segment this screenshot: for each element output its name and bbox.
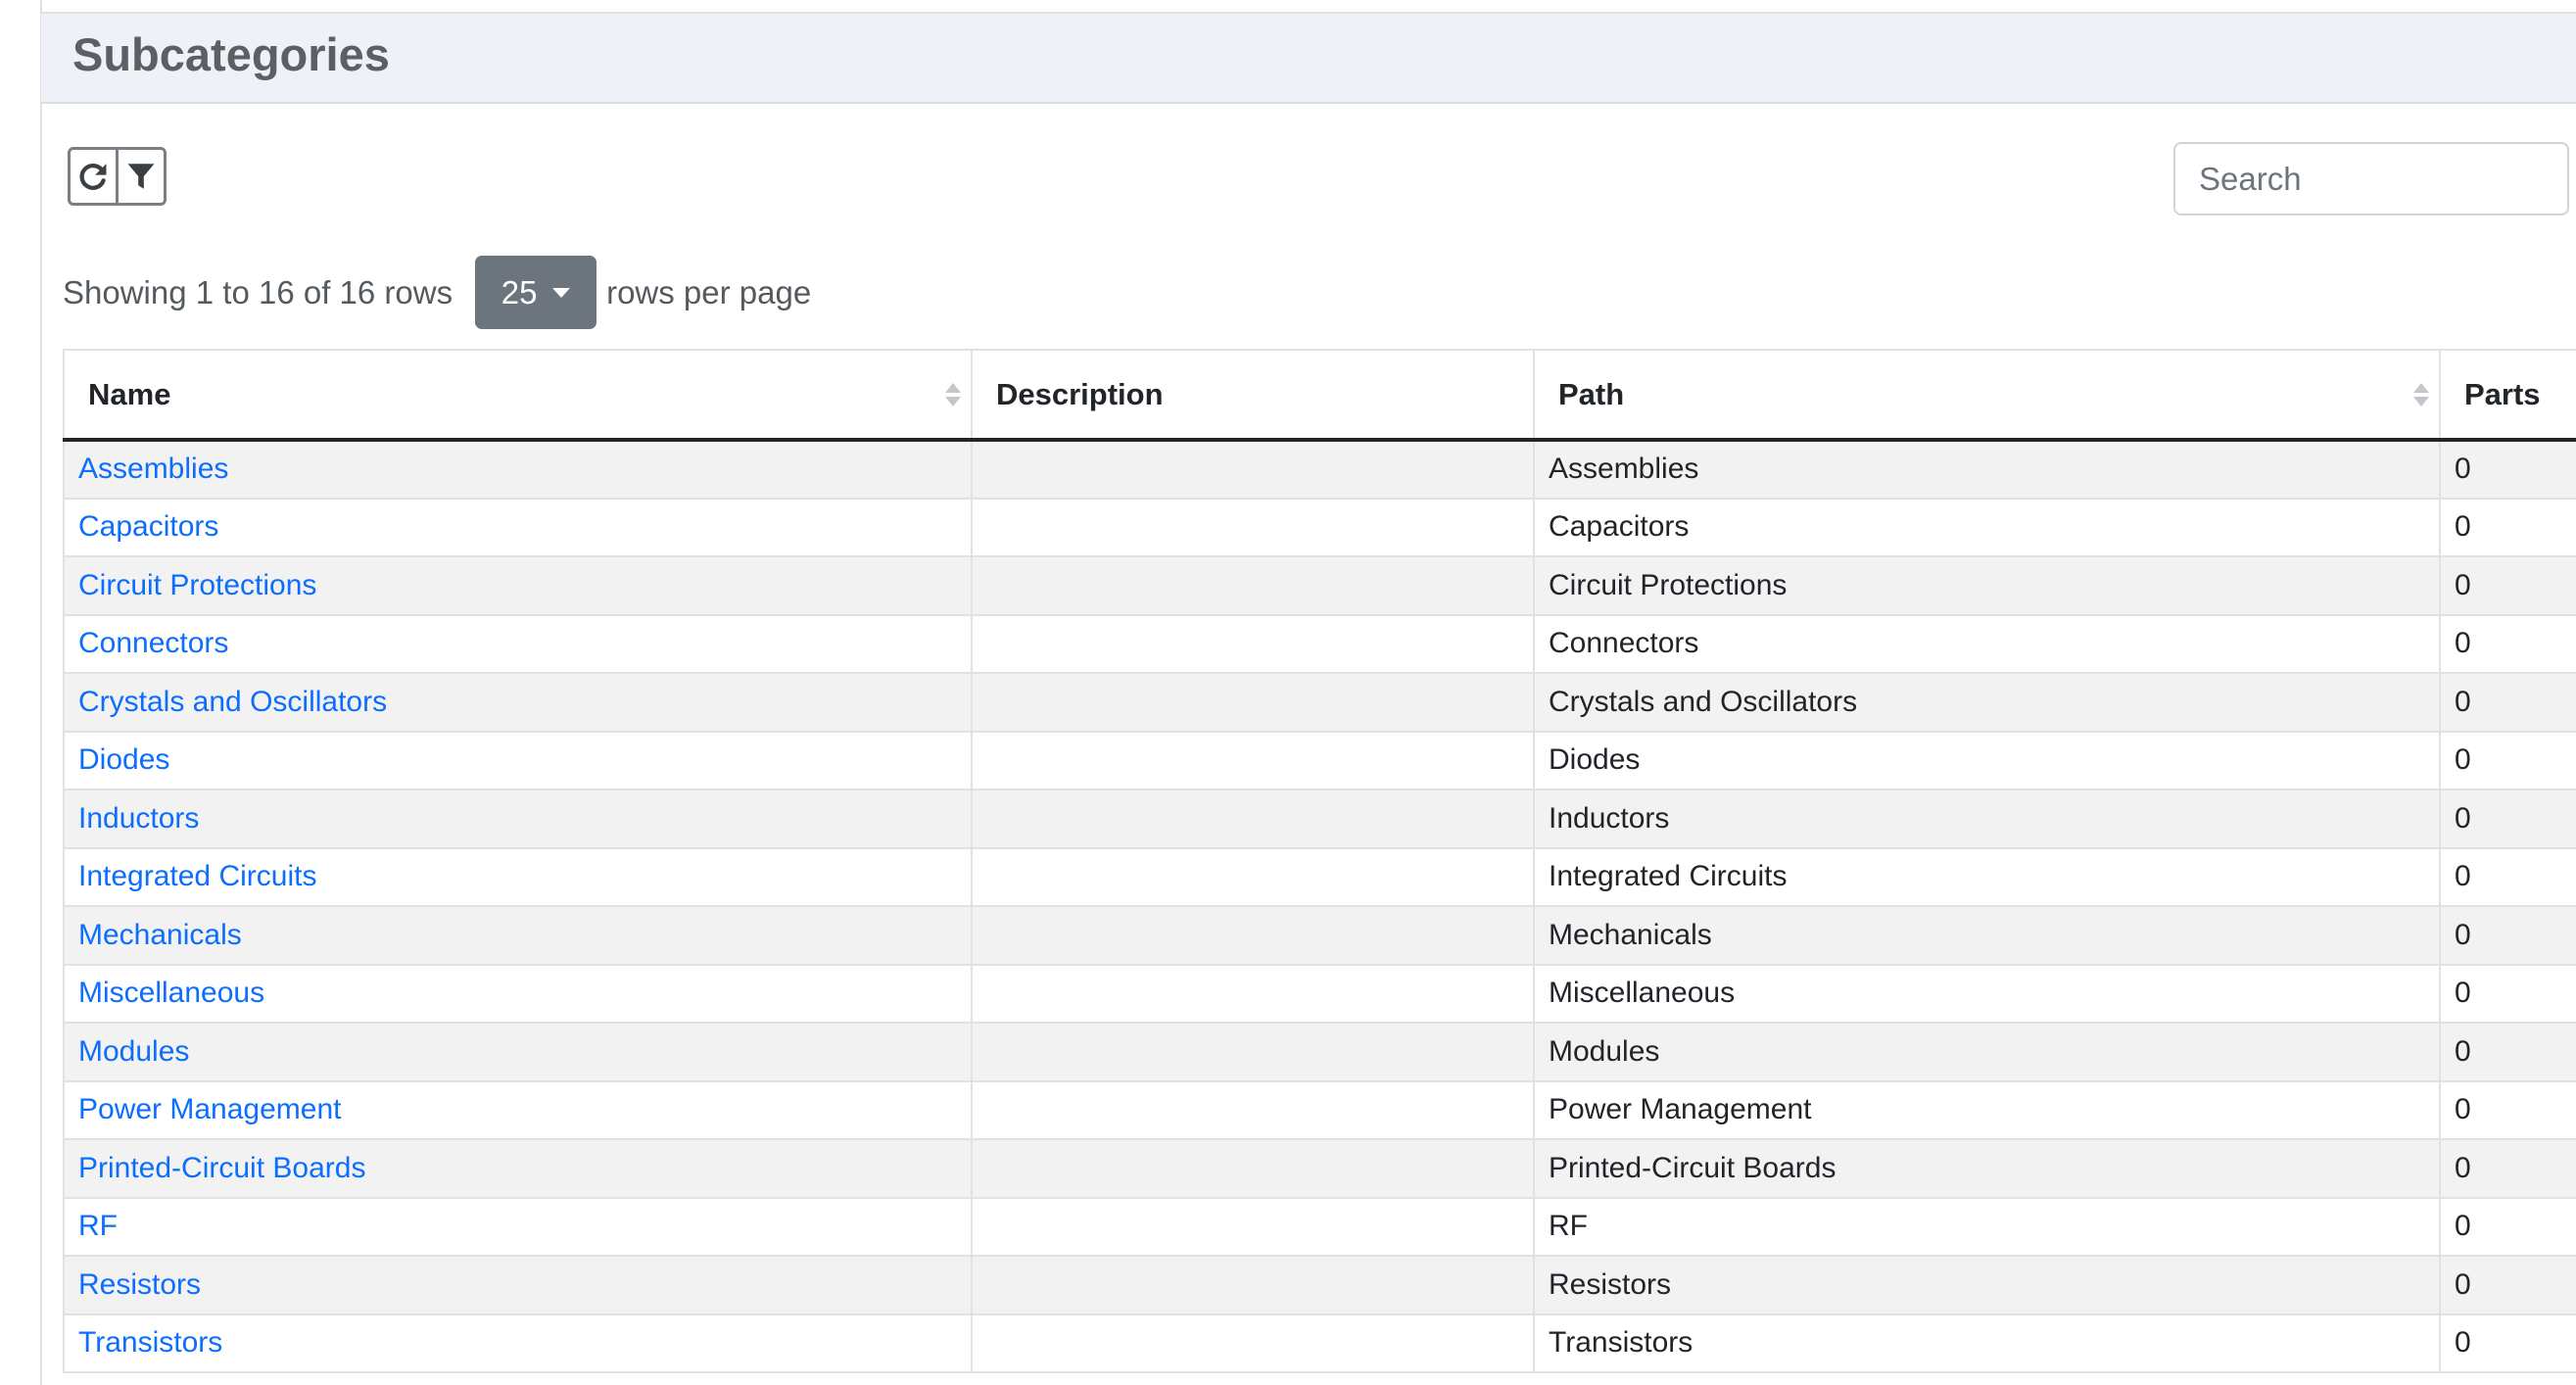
cell-name xyxy=(64,615,972,674)
filter-icon xyxy=(124,160,158,193)
cell-parts: 0 xyxy=(2440,1256,2576,1314)
cell-description xyxy=(972,1081,1534,1140)
cell-description xyxy=(972,732,1534,790)
cell-parts: 0 xyxy=(2440,1198,2576,1257)
table-row xyxy=(64,1256,2576,1314)
cell-parts: 0 xyxy=(2440,615,2576,674)
column-header-parts[interactable] xyxy=(2440,350,2576,440)
cell-name xyxy=(64,848,972,907)
table-row xyxy=(64,673,2576,732)
cell-path: Diodes xyxy=(1534,732,2440,790)
cell-name xyxy=(64,1256,972,1314)
table-row xyxy=(64,556,2576,615)
cell-description xyxy=(972,499,1534,557)
cell-path: Power Management xyxy=(1534,1081,2440,1140)
table-row xyxy=(64,1139,2576,1198)
cell-path: Connectors xyxy=(1534,615,2440,674)
cell-parts: 0 xyxy=(2440,1023,2576,1081)
subcategories-table xyxy=(63,349,2576,1373)
card-header xyxy=(41,14,2576,104)
table-row xyxy=(64,732,2576,790)
cell-name xyxy=(64,1198,972,1257)
cell-name xyxy=(64,673,972,732)
page-title: Subcategories xyxy=(72,28,390,80)
sort-icon xyxy=(2413,383,2429,406)
pagination-summary: Showing 1 to 16 of 16 rows xyxy=(63,273,453,310)
table-row xyxy=(64,965,2576,1024)
subcategory-link[interactable]: Integrated Circuits xyxy=(78,860,317,893)
cell-path: Crystals and Oscillators xyxy=(1534,673,2440,732)
cell-name xyxy=(64,499,972,557)
filter-button[interactable] xyxy=(116,150,164,203)
subcategory-link[interactable]: Resistors xyxy=(78,1267,202,1301)
cell-name xyxy=(64,556,972,615)
cell-parts: 0 xyxy=(2440,848,2576,907)
cell-path: Resistors xyxy=(1534,1256,2440,1314)
table-row xyxy=(64,1023,2576,1081)
cell-path: Circuit Protections xyxy=(1534,556,2440,615)
table-row xyxy=(64,499,2576,557)
column-header-label: Description xyxy=(996,376,1164,411)
subcategory-link[interactable]: RF xyxy=(78,1210,118,1243)
cell-description xyxy=(972,1023,1534,1081)
subcategory-link[interactable]: Inductors xyxy=(78,801,200,835)
subcategory-link[interactable]: Mechanicals xyxy=(78,918,242,951)
subcategory-link[interactable]: Miscellaneous xyxy=(78,977,265,1010)
cell-name xyxy=(64,1314,972,1373)
cell-description xyxy=(972,673,1534,732)
cell-parts: 0 xyxy=(2440,1081,2576,1140)
cell-name xyxy=(64,440,972,499)
column-header-label: Path xyxy=(1558,376,1625,411)
subcategory-link[interactable]: Connectors xyxy=(78,627,229,660)
cell-description xyxy=(972,556,1534,615)
table-row xyxy=(64,1081,2576,1140)
subcategory-link[interactable]: Diodes xyxy=(78,743,170,777)
sort-icon xyxy=(945,383,961,406)
cell-description xyxy=(972,1198,1534,1257)
cell-parts: 0 xyxy=(2440,1139,2576,1198)
cell-name xyxy=(64,965,972,1024)
cell-description xyxy=(972,965,1534,1024)
subcategory-link[interactable]: Crystals and Oscillators xyxy=(78,685,388,718)
table-row xyxy=(64,1314,2576,1373)
cell-description xyxy=(972,1314,1534,1373)
cell-parts: 0 xyxy=(2440,673,2576,732)
page-size-dropdown[interactable] xyxy=(475,256,596,329)
cell-path: RF xyxy=(1534,1198,2440,1257)
cell-path: Miscellaneous xyxy=(1534,965,2440,1024)
rows-per-page-label: rows per page xyxy=(606,273,812,310)
caret-down-icon xyxy=(552,288,570,298)
cell-name xyxy=(64,906,972,965)
cell-name xyxy=(64,1081,972,1140)
cell-name xyxy=(64,1023,972,1081)
cell-description xyxy=(972,1256,1534,1314)
subcategory-link[interactable]: Printed-Circuit Boards xyxy=(78,1151,366,1184)
table-row xyxy=(64,789,2576,848)
page-size-value: 25 xyxy=(501,273,538,310)
refresh-button[interactable] xyxy=(71,150,116,203)
table-body xyxy=(64,440,2576,1372)
subcategory-link[interactable]: Assemblies xyxy=(78,453,229,486)
cell-description xyxy=(972,789,1534,848)
cell-parts: 0 xyxy=(2440,789,2576,848)
column-header-description xyxy=(972,350,1534,440)
cell-name xyxy=(64,789,972,848)
cell-description xyxy=(972,615,1534,674)
cell-name xyxy=(64,1139,972,1198)
cell-path: Modules xyxy=(1534,1023,2440,1081)
search-input[interactable] xyxy=(2173,142,2569,215)
cell-parts: 0 xyxy=(2440,906,2576,965)
cell-parts: 0 xyxy=(2440,732,2576,790)
column-header-name[interactable] xyxy=(64,350,972,440)
table-row xyxy=(64,906,2576,965)
cell-description xyxy=(972,1139,1534,1198)
column-header-label: Name xyxy=(88,376,171,411)
table-row xyxy=(64,1198,2576,1257)
table-container xyxy=(63,349,2576,1385)
cell-description xyxy=(972,848,1534,907)
table-row xyxy=(64,440,2576,499)
cell-path: Assemblies xyxy=(1534,440,2440,499)
pagination-info xyxy=(63,256,811,329)
cell-parts: 0 xyxy=(2440,440,2576,499)
subcategory-link[interactable]: Modules xyxy=(78,1034,190,1068)
subcategory-link[interactable]: Circuit Protections xyxy=(78,568,317,601)
cell-description xyxy=(972,906,1534,965)
cell-path: Inductors xyxy=(1534,789,2440,848)
cell-path: Transistors xyxy=(1534,1314,2440,1373)
cell-parts: 0 xyxy=(2440,965,2576,1024)
table-toolbar xyxy=(68,147,167,206)
subcategory-link[interactable]: Power Management xyxy=(78,1093,342,1126)
subcategory-link[interactable]: Capacitors xyxy=(78,510,219,544)
table-row xyxy=(64,615,2576,674)
refresh-icon xyxy=(76,160,110,193)
cell-path: Capacitors xyxy=(1534,499,2440,557)
table-row xyxy=(64,848,2576,907)
column-header-path[interactable] xyxy=(1534,350,2440,440)
cell-path: Printed-Circuit Boards xyxy=(1534,1139,2440,1198)
cell-description xyxy=(972,440,1534,499)
cell-parts: 0 xyxy=(2440,556,2576,615)
cell-parts: 0 xyxy=(2440,1314,2576,1373)
cell-path: Mechanicals xyxy=(1534,906,2440,965)
cell-name xyxy=(64,732,972,790)
cell-path: Integrated Circuits xyxy=(1534,848,2440,907)
table-header-row xyxy=(64,350,2576,440)
column-header-label: Parts xyxy=(2464,376,2541,411)
cell-parts: 0 xyxy=(2440,499,2576,557)
subcategory-link[interactable]: Transistors xyxy=(78,1326,223,1360)
